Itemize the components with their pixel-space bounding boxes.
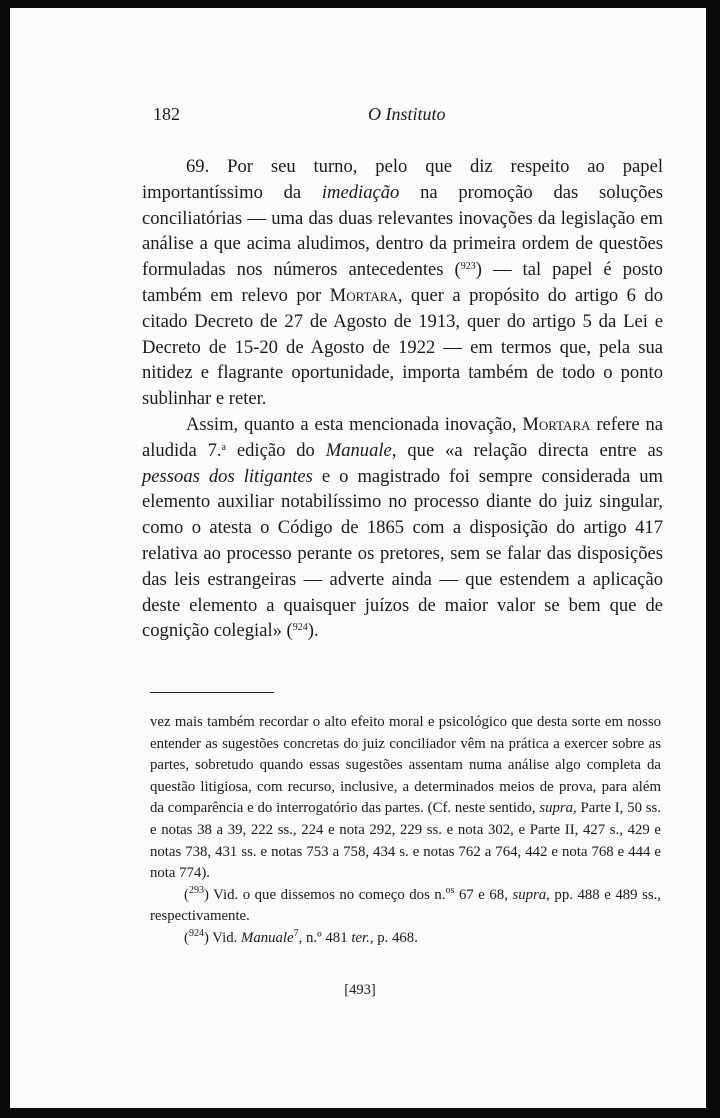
footnote-ref: 923 xyxy=(460,261,476,273)
text-run: Vid. xyxy=(208,929,242,946)
footnote-divider xyxy=(150,692,274,693)
italic-title: Manuale xyxy=(325,439,392,461)
text-run: Assim, quanto a esta mencionada inovação, xyxy=(186,413,523,435)
text-run: , Parte I, 50 ss. e notas 38 a 39, 222 ss., 224 e nota 292, 229 ss. e nota 302, e Parte II, 427 s., 429 e notas 738, 431 ss. e notas 753 a 758, 434 s. e notas 762 a 764, 442 e nota 768 e 444 e nota 774). xyxy=(150,800,662,882)
italic-term: ter. xyxy=(351,929,370,946)
author-name: Mortara xyxy=(522,413,591,435)
page-reference: [493] xyxy=(344,982,376,998)
superscript: 7 xyxy=(293,927,299,939)
text-run: edição do xyxy=(226,439,326,461)
text-run: 69. Por seu turno, pelo que diz respeito ao papel importantíssimo da xyxy=(142,156,663,203)
running-title: O Instituto xyxy=(368,104,446,124)
author-name: Mortara xyxy=(329,284,398,306)
footnotes xyxy=(150,712,661,950)
text-run: , quer a propósito do artigo 6 do citado Decreto de 27 de Agosto de 1913, quer do artigo 5 da Lei e Decreto de 15-20 de Agosto de 1922 — em termos que, pela sua nitidez e flagrante oportunidade, importa também de todo o ponto sublinhar e reter. xyxy=(142,284,664,410)
footnote-923: ($^{293}$) Vid. o que dissemos no começo dos n.$^{os}$ 67 e 68, supra, pp. 488 e 489 ss., respectivamente. xyxy=(150,884,661,925)
text-run: refere na aludida 7. xyxy=(142,413,664,461)
text-run: , pp. 488 e 489 ss., respectivamente. xyxy=(150,886,661,925)
italic-title: Manuale xyxy=(241,929,294,946)
footnote-marker: 924 xyxy=(188,927,204,939)
text-run: , n.º 481 xyxy=(298,929,352,946)
text-run: Vid. o que dissemos no começo dos n. xyxy=(208,886,446,903)
page-header xyxy=(143,104,663,128)
text-run: na promoção das soluções conciliatórias — uma das duas relevantes inovações da legislação em análise a que acima aludimos, dentro da primeira ordem de questões formuladas nos números antecedentes ( xyxy=(142,181,663,281)
page-number: 182 xyxy=(153,104,180,124)
footnote-ref: 924 xyxy=(292,622,308,634)
text-run: ). xyxy=(307,620,319,642)
page-sheet xyxy=(10,8,706,1108)
italic-term: supra xyxy=(539,800,574,817)
italic-term: pessoas dos litigantes xyxy=(142,465,313,487)
text-run: ) — tal papel é posto também em relevo por xyxy=(142,259,663,306)
paragraph-assim xyxy=(142,412,663,644)
ordinal-superscript: a xyxy=(221,441,226,453)
text-run: , p. 468. xyxy=(369,929,418,946)
italic-term: supra xyxy=(512,886,547,903)
paragraph-69 xyxy=(142,154,663,412)
superscript: os xyxy=(445,884,455,896)
text-run: , que «a relação directa entre as xyxy=(391,439,663,461)
text-run: e o magistrado foi sempre considerada um elemento auxiliar notabilíssimo no processo diante do juiz singular, como o atesta o Código de 1865 com a disposição do artigo 417 relativa ao processo perante os pretores, sem se falar das disposições das leis estrangeiras — adverte ainda — que estendem a aplicação deste elemento a quaisquer juízos de maior valor se bem que de cognição colegial» ( xyxy=(142,465,664,642)
text-run: vez mais também recordar o alto efeito moral e psicológico que desta sorte em nosso entender as sugestões concretas do juiz conciliador vêm na prática a exercer sobre as partes, sobretudo quando essas sugestões assentam numa análise algo completa da questão litigiosa, com recurso, inclusive, a determinados meios de prova, para além da comparência e do interrogatório das partes. (Cf. neste sentido, xyxy=(150,714,661,817)
footnote-924: ($^{924}$) Vid. Manuale$^7$, n.º 481 ter., p. 468. xyxy=(184,927,418,946)
italic-term: imediação xyxy=(321,181,400,203)
main-text xyxy=(142,154,663,644)
footnote-marker: 293 xyxy=(188,884,204,896)
footnote-continuation xyxy=(150,712,661,885)
text-run: 67 e 68, xyxy=(454,886,513,903)
